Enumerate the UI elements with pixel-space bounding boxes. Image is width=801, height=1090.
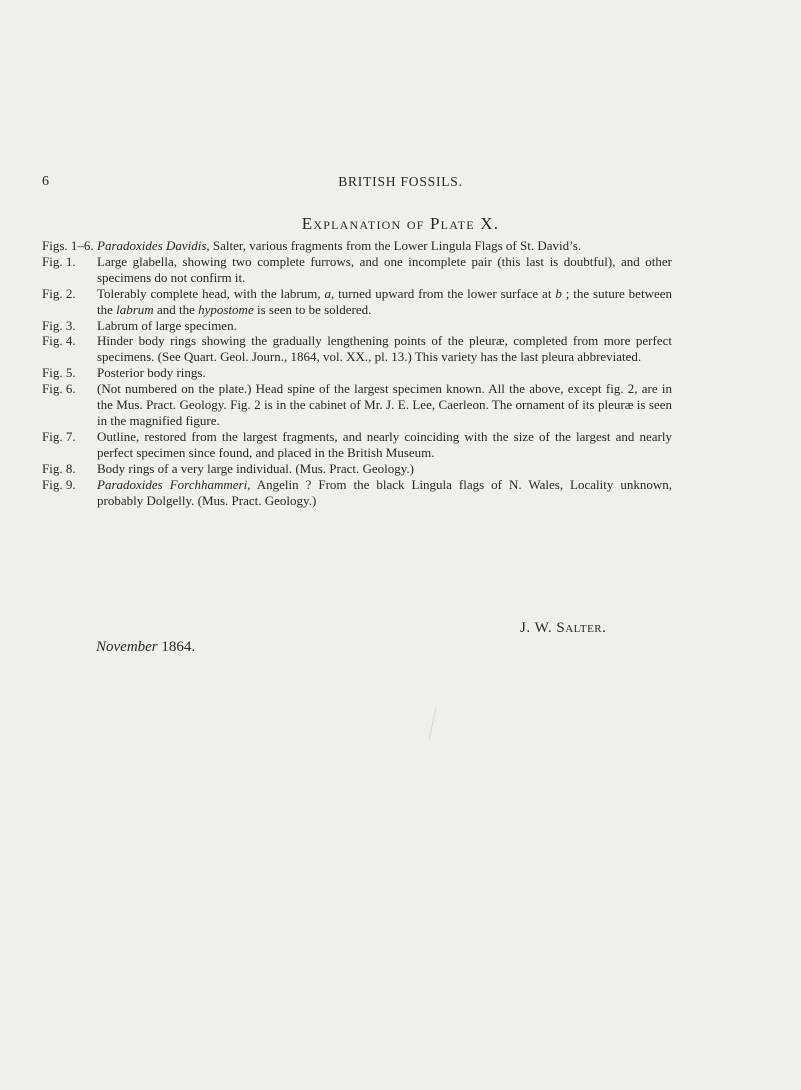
figure-entry [42,333,672,365]
page-number: 6 [42,174,49,189]
figure-description [97,429,672,461]
figure-description [97,333,672,365]
date-year: 1864. [161,639,196,655]
figure-label: Fig. 9. [42,476,76,492]
figure-label: Fig. 6. [42,381,76,397]
figure-description [97,286,672,318]
figure-label: Fig. 1. [42,253,76,269]
figure-entry [42,365,672,381]
pencil-mark [425,706,439,742]
figure-entry [42,477,672,509]
italic-text: labrum [116,301,154,317]
figure-label: Fig. 3. [42,317,76,333]
date-month: November [96,639,158,655]
figure-label: Fig. 5. [42,365,76,381]
text-run: , Salter, various fragments from the Lower Lingula Flags of St. David’s. [206,238,582,253]
italic-text: a [324,285,332,301]
text-run: and the [153,301,199,317]
text-run: Outline, restored from the largest fragments, and nearly coinciding with the size of the largest and nearly perfect specimen since found, and placed in the British Museum. [97,428,672,460]
figure-explanation-list [42,238,672,508]
plate-title: Explanation of Plate X. [301,214,500,233]
text-run: Posterior body rings. [97,365,206,381]
signature-initials: J. W. [520,620,557,636]
figure-label: Fig. 4. [42,333,76,349]
figure-description [97,254,672,286]
text-run: (Not numbered on the plate.) Head spine of the largest specimen known. All the above, except fig. 2, are in the Mus. Pract. Geology. Fig. 2 is in the cabinet of Mr. J. E. Lee, Caerleon. The ornament of its pleuræ is seen in the magnified figure. [97,381,672,428]
figure-label: Figs. 1–6. [42,238,94,253]
signature-surname: Salter. [556,620,607,636]
italic-text: b [555,285,562,301]
figure-description [97,238,672,254]
italic-text: hypostome [198,301,254,317]
text-run: Tolerably complete head, with the labrum, [97,285,325,301]
text-run: , Angelin ? From the black Lingula flags of N. Wales, Locality unknown, probably Dolgelly. (Mus. Pract. Geology.) [97,476,672,508]
figure-entry [42,318,672,334]
figure-entry [42,461,672,477]
figure-entry [42,286,672,318]
text-run: Labrum of large specimen. [97,317,237,333]
figure-label: Fig. 7. [42,428,76,444]
figure-description [97,477,672,509]
author-signature [520,620,606,637]
text-run: , turned upward from the lower surface at [331,285,556,301]
figure-entry [42,381,672,429]
figure-label: Fig. 2. [42,285,76,301]
figure-entry [42,429,672,461]
italic-text: Paradoxides Forchhammeri [97,476,248,492]
figure-description [97,461,672,477]
text-run: Hinder body rings showing the gradually lengthening points of the pleuræ, completed from more perfect specimens. (See Quart. Geol. Journ., 1864, vol. XX., pl. 13.) This variety has the last pleura abbreviated. [97,333,672,365]
text-run: is seen to be soldered. [253,301,372,317]
italic-text: Paradoxides Davidis [97,238,207,253]
figure-description [97,318,672,334]
text-run: ; the suture between the [97,285,672,317]
figure-label: Fig. 8. [42,460,76,476]
figure-entry [42,254,672,286]
text-run: Large glabella, showing two complete furrows, and one incomplete pair (this last is doubtful), and other specimens do not confirm it. [97,253,672,285]
figure-description [97,381,672,429]
figure-description [97,365,672,381]
figure-entry [42,238,672,254]
text-run: Body rings of a very large individual. (Mus. Pract. Geology.) [97,460,414,476]
running-title: BRITISH FOSSILS. [338,174,463,189]
date-line [96,639,195,656]
